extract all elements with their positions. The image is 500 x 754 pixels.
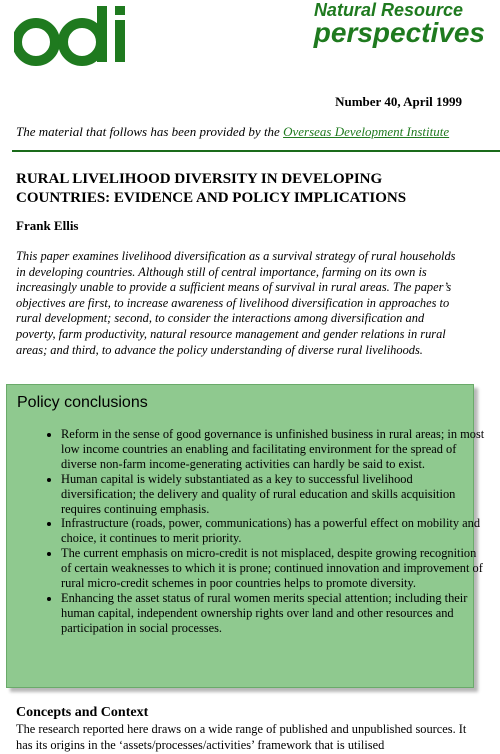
policy-item: • Enhancing the asset status of rural women merits special attention; including their human capital, independent ownership rights over land and other resources and participation in social processes.	[61, 591, 489, 636]
policy-item: • Human capital is widely substantiated as a key to successful livelihood diversification; the delivery and quality of rural education and skills acquisition requires continuing emphasis.	[61, 472, 489, 517]
section-body-text: The research reported here draws on a wide range of published and unpublished sources. It has its origins in the ‘assets/processes/activities’ framework that is utilised	[16, 722, 467, 752]
odi-link[interactable]: Overseas Development Institute	[283, 124, 450, 139]
section-heading: Concepts and Context	[16, 705, 149, 720]
header-divider	[12, 150, 500, 152]
series-title-line2: perspectives	[313, 17, 485, 48]
policy-item: • Reform in the sense of good governance is unfinished business in rural areas; in most low income countries an enabling and facilitating environment for the spread of diverse non-farm income-generating activities can hardly be said to exist.	[61, 427, 489, 472]
policy-list	[33, 427, 489, 636]
series-title	[300, 0, 485, 46]
policy-item: • The current emphasis on micro-credit is not misplaced, despite growing recognition of certain weaknesses to which it is prone; continued innovation and improvement of rural micro-credit schemes in poor countries helps to promote diversity.	[61, 546, 489, 591]
article-author: Frank Ellis	[16, 218, 79, 233]
article-title: RURAL LIVELIHOOD DIVERSITY IN DEVELOPING COUNTRIES: EVIDENCE AND POLICY IMPLICATIONS	[16, 171, 407, 206]
policy-heading: Policy conclusions	[17, 394, 148, 411]
policy-item: • Infrastructure (roads, power, communications) has a powerful effect on mobility and choice, it continues to merit priority.	[61, 516, 489, 546]
provided-by-line	[16, 124, 449, 140]
policy-conclusions-box	[6, 384, 485, 688]
article-abstract: This paper examines livelihood diversification as a survival strategy of rural households in developing countries. Although still of central importance, farming on its own is increasingly unable to provide a sufficient means of survival in rural areas. The paper’s objectives are first, to increase awareness of livelihood diversification in approaches to rural development; second, to consider the interactions among diversification and poverty, farm productivity, natural resource management and gender relations in rural areas; and third, to advance the policy understanding of diverse rural livelihoods.	[16, 249, 456, 357]
odi-logo	[14, 4, 134, 66]
issue-number: Number 40, April 1999	[335, 94, 462, 109]
provided-by-text: The material that follows has been provided by the	[16, 124, 284, 139]
series-title-line1: Natural Resource	[313, 0, 463, 20]
